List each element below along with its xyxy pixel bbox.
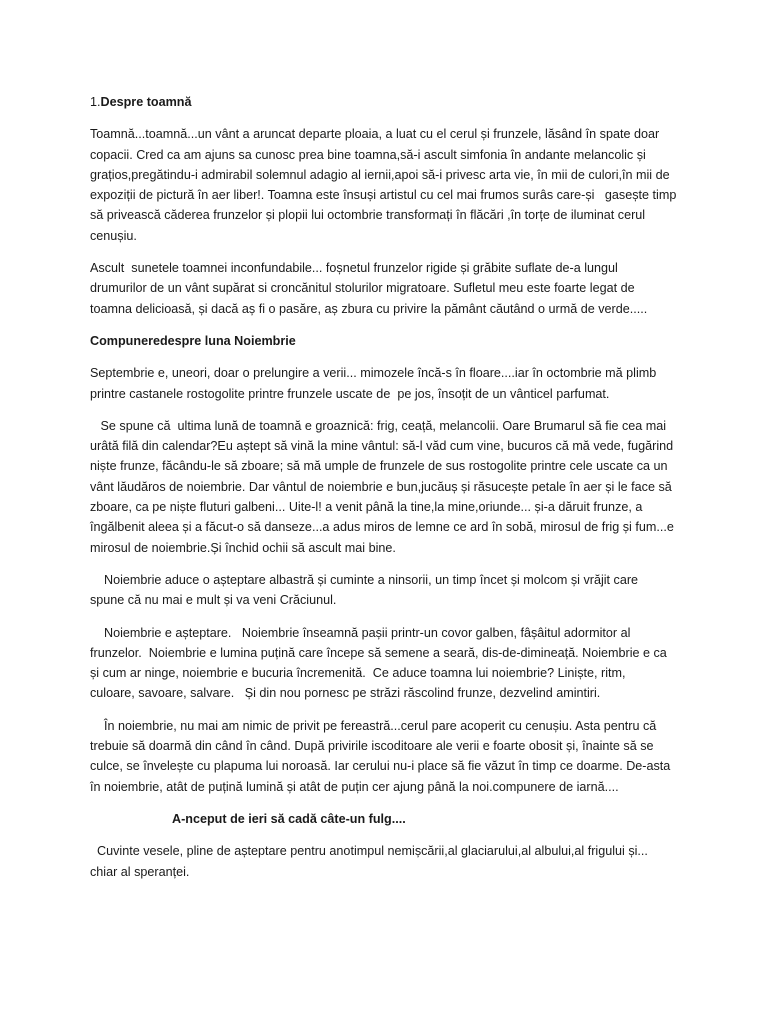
paragraph-line: Noiembrie e așteptare. Noiembrie înseamnă pașii printr-un covor galben, fâșâitul adormitor al	[90, 625, 631, 640]
paragraph-line: Ascult sunetele toamnei inconfundabile... foșnetul frunzelor rigide și grăbite suflate de-a lungul	[90, 261, 618, 276]
paragraph-5	[90, 570, 680, 611]
heading-line	[90, 92, 680, 112]
section-heading-snowflake	[90, 809, 680, 829]
paragraph-line: zboare, ca pe niște fluturi galbeni... Uite-l! a venit până la tine,la mine,oriunde... și-a dăruit frunze, a	[90, 500, 643, 515]
heading-title: A-nceput de ieri să cadă câte-un fulg....	[172, 811, 406, 826]
paragraph-line: toamna delicioasă, și dacă aș fi o pasăre, aș zbura cu privire la pământ căutând o urmă de verde.....	[90, 301, 648, 316]
section-heading-november	[90, 331, 680, 351]
heading-title: Despre toamnă	[100, 95, 192, 109]
paragraph-line: Septembrie e, uneori, doar o prelungire a verii... mimozele încă-s în floare....iar în octombrie mă plimb	[90, 366, 657, 381]
paragraph-line: urâtă filă din calendar?Eu aștept să vină la mine vântul: să-l văd cum vine, bucuros că mă vede, fugărind	[90, 439, 674, 454]
paragraph-line: îngălbenit aleea și a făcut-o să danseze...a adus miros de lemne ce ard în sobă, mirosul de frig și fum...e	[90, 520, 674, 535]
paragraph-line: grațios,pregătindu-i admirabil solemnul adagio al iernii,apoi să-i privesc arta vie, în mii de culori,în mii de	[90, 167, 670, 182]
paragraph-line: mirosul de noiembrie.Și închid ochii să ascult mai bine.	[90, 540, 396, 555]
paragraph-7	[90, 716, 680, 797]
section-heading-autumn	[90, 92, 680, 112]
paragraph-1	[90, 124, 680, 246]
paragraph-line: niște frunze, făcându-le să zboare; să mă umple de frunzele de sus rostogolite printre cele uscate ca un	[90, 459, 668, 474]
paragraph-line: Cuvinte vesele, pline de așteptare pentru anotimpul nemișcării,al glaciarului,al albului,al frigului și...	[90, 844, 648, 859]
paragraph-line: cenușiu.	[90, 228, 137, 243]
heading-title: Compuneredespre luna Noiembrie	[90, 333, 296, 348]
paragraph-line: Toamnă...toamnă...un vânt a aruncat departe ploaia, a luat cu el cerul și frunzele, lăsând în spate doar	[90, 127, 660, 142]
paragraph-line: vânt lăudăros de noiembrie. Dar vântul de noiembrie e bun,jucăuș și răsucește petale în aer și le face să	[90, 479, 672, 494]
paragraph-3	[90, 363, 680, 404]
paragraph-line: și cum ar ninge, noiembrie e bucuria încremenită. Ce aduce toamna lui noiembrie? Liniște, ritm,	[90, 666, 626, 681]
paragraph-line: trebuie să doarmă din când în când. După privirile iscoditoare ale verii e foarte obosit și, înainte să se	[90, 739, 654, 754]
paragraph-line: spune că nu mai e mult și va veni Crăciunul.	[90, 593, 337, 608]
paragraph-line: culce, se învelește cu plapuma lui noroasă. Iar cerului nu-i place să fie văzut în timp ce doarme. De-asta	[90, 759, 671, 774]
document-body	[90, 92, 680, 894]
paragraph-line: Noiembrie aduce o așteptare albastră și cuminte a ninsorii, un timp încet și molcom și vrăjit care	[90, 572, 639, 587]
paragraph-4	[90, 416, 680, 558]
paragraph-line: expoziții de pictură în aer liber!. Toamna este însuși artistul cu cel mai frumos surâs care-și gasește timp	[90, 188, 677, 203]
paragraph-line: culoare, savoare, salvare. Și din nou pornesc pe străzi răscolind frunze, dezvelind amintiri.	[90, 686, 601, 701]
paragraph-8	[90, 841, 680, 882]
paragraph-6	[90, 623, 680, 704]
paragraph-line: Se spune că ultima lună de toamnă e groaznică: frig, ceață, melancolii. Oare Brumarul să fie cea mai	[90, 418, 667, 433]
paragraph-line: drumurilor de un vânt supărat si croncănitul stolurilor migratoare. Sufletul meu este foarte legat de	[90, 281, 635, 296]
heading-number: 1.	[90, 95, 101, 109]
paragraph-2	[90, 258, 680, 319]
paragraph-line: chiar al speranței.	[90, 864, 190, 879]
paragraph-line: printre castanele rostogolite printre frunzele uscate de pe jos, însoțit de un vânticel parfumat.	[90, 386, 610, 401]
paragraph-line: În noiembrie, nu mai am nimic de privit pe fereastră...cerul pare acoperit cu cenușiu. Asta pentru că	[90, 718, 657, 733]
paragraph-line: copacii. Cred ca am ajuns sa cunosc prea bine toamna,să-i ascult simfonia în andante melancolic și	[90, 147, 646, 162]
paragraph-line: frunzelor. Noiembrie e lumina puțină care începe să semene a seară, dis-de-dimineață. Noiembrie e ca	[90, 645, 667, 660]
paragraph-line: în noiembrie, atât de puțină lumină și atât de puțin cer ajung până la noi.compunere de iarnă....	[90, 779, 619, 794]
paragraph-line: să privească căderea frunzelor și plopii lui octombrie transformați în flăcări ,în torțe de iluminat cerul	[90, 208, 646, 223]
